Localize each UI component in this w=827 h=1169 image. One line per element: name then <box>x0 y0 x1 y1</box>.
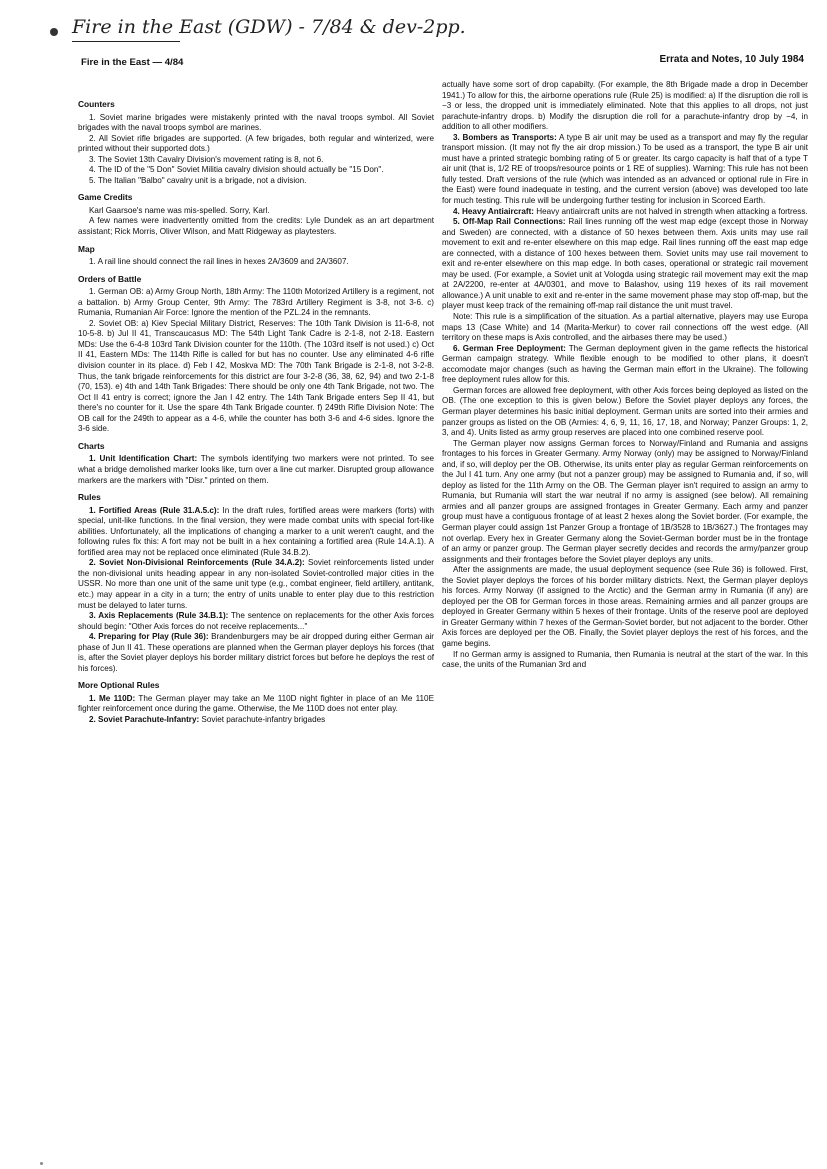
paragraph-lead: 3. Axis Replacements (Rule 34.B.1): <box>89 611 229 621</box>
heading-text: Counters <box>78 99 115 109</box>
paragraph <box>78 216 434 237</box>
section-heading <box>78 99 434 110</box>
paragraph-text: 2. All Soviet rifle brigades are supported. (A few brigades, both regular and winterized, were printed without their supported dots.) <box>78 133 434 154</box>
paragraph-text: German forces are allowed free deployment, with other Axis forces being deployed as listed on the OB. (The one exception to this is given below.) Before the Soviet player deploys any forces, the German player determines his basic initial deployment. German units are sorted into their armies and panzer groups as listed on the OB (Armies: 4, 6, 9, 11, 16, 17, 18, and Norway; Panzer Groups: 1, 2, 3, and 4). Units listed as army group reserves are placed into one combined reserve pool. <box>442 385 808 438</box>
paragraph <box>442 344 808 386</box>
paragraph-text: The German deployment given in the game reflects the historical German campaign strategy. While flexible enough to be modified to other plans, it doesn't accomodate major changes (such as having the German main effort in the Ukraine). The following free deployment rules allow for this. <box>442 343 808 385</box>
paragraph <box>442 133 808 207</box>
paragraph-text: 3. The Soviet 13th Cavalry Division's movement rating is 8, not 6. <box>89 154 324 164</box>
section-heading <box>78 192 434 203</box>
section-heading <box>78 492 434 503</box>
header-left: Fire in the East — 4/84 <box>81 57 184 68</box>
paragraph <box>78 454 434 486</box>
paragraph-text: A type B air unit may be used as a transport and may fly the regular transport mission. (It may not fly the air drop mission.) To be used as a transport, the type B air unit must have a printed strategic bombing rating of 5 or greater. Its cargo capacity is half that of a type T air unit (that is, 1/2 RE of troops/resource points or 1 RE of supplies). Warning: This rule has not been fully tested. Draft versions of the rule (which was intended as an advanced or optional rule in Fire in the East) were found inadequate in testing, and the current version (above) was developed too late for much testing. This rule will be undergoing further testing for inclusion in Scorced Earth. <box>442 132 808 206</box>
paragraph-text: After the assignments are made, the usual deployment sequence (see Rule 36) is followed. First, the Soviet player deploys the forces of his border military districts. Next, the German player deploys his forces. Army Norway (if assigned to the Arctic) and the German army in Rumania (if any) are deployed per the OB for German forces in those areas. Remaining armies and all panzer groups are deployed in Greater Germany within 5 hexes of their frontage. Units of the reserve pool are deployed in Greater Germany within 7 hexes of the German-Soviet border, but not adjacent to the border. Other Axis forces are deployed per the OB. Finally, the Soviet player deploys the rest of his forces, and the game begins. <box>442 565 808 648</box>
paragraph <box>442 439 808 566</box>
paragraph <box>442 217 808 312</box>
paragraph <box>78 632 434 674</box>
handwritten-note: Fire in the East (GDW) - 7/84 & dev-2pp. <box>72 16 466 38</box>
paragraph-text: The German player may take an Me 110D night fighter in place of an Me 110E fighter reinforcement once during the game. Otherwise, the Me 110D does not enter play. <box>78 693 434 714</box>
heading-text: Map <box>78 243 95 254</box>
punch-hole-dot <box>50 28 58 36</box>
paragraph <box>78 113 434 134</box>
paragraph-lead: 6. German Free Deployment: <box>453 343 566 353</box>
paragraph <box>442 386 808 439</box>
paragraph <box>78 134 434 155</box>
paragraph-text: Note: This rule is a simplification of the situation. As a partial alternative, players may use Europa maps 13 (Case White) and 14 (Marita-Merkur) to cover rail connections off the west edge. (All territory on these maps is Axis controlled, and the airbases there may be used.) <box>442 312 808 343</box>
paragraph <box>78 506 434 559</box>
paragraph <box>442 207 808 218</box>
paragraph-lead: 2. Soviet Non-Divisional Reinforcements (Rule 34.A.2): <box>89 558 305 568</box>
paragraph-text: Heavy antiaircraft units are not halved in strength when attacking a fortress. <box>533 206 808 216</box>
paragraph-lead: 1. Fortified Areas (Rule 31.A.5.c): <box>89 505 220 515</box>
heading-text: Game Credits <box>78 192 133 203</box>
paragraph-text: 5. The Italian "Balbo" cavalry unit is a brigade, not a division. <box>89 175 307 185</box>
paragraph <box>78 287 434 319</box>
section-heading <box>78 274 434 285</box>
paragraph <box>78 206 434 217</box>
right-column <box>442 80 808 671</box>
paragraph <box>78 176 434 187</box>
paragraph-text: 2. Soviet OB: a) Kiev Special Military District, Reserves: The 10th Tank Division is 11-6-8, not 10-5-8. b) Jul II 41, Transcaucasus MD: The 54th Light Tank Cadre is 2-1-8, not 2-18. Eastern MDs: Use the 6-4-8 103rd Tank Division counter for the 110th. (The 103rd itself is not used.) c) Oct II 41, Eastern MDs: The 114th Rifle is called for but has no counter. Use any eliminated 4-6 rifle division counter in its place. d) Feb I 42, Moskva MD: The 70th Tank Brigade is 2-1-8, not 3-2-8. Thus, the tank brigade reinforcements for this district are four 3-2-8 (36, 38, 62, 94) and two 2-1-8 (70, 153). e) 4th and 14th Tank Brigades: There should be only one 4th Tank Brigade, not two. The Oct II 41 entry is correct; ignore the Jan I 42 entry. The 14th Tank Brigade enters Sep II 41, but there's no counter for it. Use the spare 4th Tank Brigade counter. f) 249th Rifle Division Note: The OB call for the 249th to appear as a 4-6, while the counter has both 3-6 and 4-6 sides. Ignore the 3-6 side. <box>78 318 434 434</box>
paragraph-text: In the draft rules, fortified areas were markers (forts) with special, unit-like functions. In the final version, they were made combat units with special fort-like abilities. Unfortunately, all the implications of changing a marker to a unit weren't caught, and the following rules fix this: A fort may not be built in a hex containing a fortified area (Rule 14.A.1). A fortified area may not be replaced once eliminated (Rule 34.B.2). <box>78 505 434 557</box>
paragraph <box>442 80 808 133</box>
paragraph <box>78 558 434 611</box>
paragraph-text: Soviet parachute-infantry brigades <box>199 714 326 724</box>
paragraph <box>78 715 434 726</box>
heading-text: Orders of Battle <box>78 273 142 284</box>
paragraph-lead: 4. Preparing for Play (Rule 36): <box>89 632 209 642</box>
section-heading <box>78 441 434 452</box>
paragraph <box>78 257 434 268</box>
paragraph <box>78 611 434 632</box>
section-heading <box>78 244 434 255</box>
heading-text: Charts <box>78 440 105 451</box>
paragraph-text: The symbols identifying two markers were not printed. To see what a bridge demolished marker looks like, turn over a line cut marker. Disrupted group allowance markers are the markers with "Disr." printed on them. <box>78 454 434 485</box>
paragraph-text: The sentence on replacements for the other Axis forces should begin: "Other Axis forces do not receive replacements..." <box>78 611 434 631</box>
paragraph-lead: 1. Unit Identification Chart: <box>89 454 198 464</box>
header-right: Errata and Notes, 10 July 1984 <box>659 54 804 65</box>
paragraph-text: Karl Gaarsoe's name was mis-spelled. Sorry, Karl. <box>89 205 270 215</box>
paragraph-lead: 4. Heavy Antiaircraft: <box>453 206 534 216</box>
paragraph-text: 4. The ID of the "5 Don" Soviet Militia cavalry division should actually be "15 Don". <box>89 165 384 175</box>
paragraph <box>442 312 808 344</box>
paragraph <box>78 155 434 166</box>
paragraph-text: Rail lines running off the west map edge (except those in Norway and Sweden) are connected, with a distance of 50 hexes between them. Axis units may use rail movement to exit and re-enter elsewhere on this map edge. Rail lines running off the east map edge are connected, with a distance of 100 hexes between them. Soviet units may use rail movement to exit and re-enter elsewhere on this map edge. In both cases, operational or strategic rail movement may be used. (For example, a Soviet unit at Vologda using strategic rail movement may exit the map at 2A/2200, re-enter at 4A/0301, and move to Balashov, using 119 hexes of its rail movement allowance.) A unit unable to exit and re-enter in the same movement phase may stop off-map, but the player must keep track of the remaining off-map rail distance the unit must travel. <box>442 217 808 311</box>
heading-text: More Optional Rules <box>78 680 160 691</box>
paragraph <box>78 319 434 435</box>
paragraph-lead: 3. Bombers as Transports: <box>453 132 557 142</box>
left-column <box>78 93 434 726</box>
paragraph-text: 1. German OB: a) Army Group North, 18th Army: The 110th Motorized Artillery is a regiment, not a battalion. b) Army Group Center, 9th Army: The 783rd Artillery Regiment is 3-8, not 3-6. c) Rumania, Rumanian Air Force: Ignore the mention of the PZL.24 in the remnants. <box>78 287 434 318</box>
heading-text: Rules <box>78 492 101 503</box>
paragraph-lead: 1. Me 110D: <box>89 693 136 703</box>
paragraph-lead: 5. Off-Map Rail Connections: <box>453 217 566 227</box>
handwritten-underline <box>72 41 180 42</box>
paragraph-lead: 2. Soviet Parachute-Infantry: <box>89 714 200 724</box>
paragraph-text: 1. Soviet marine brigades were mistakenly printed with the naval troops symbol. All Soviet brigades with the naval troops symbol are marines. <box>78 112 434 133</box>
paragraph-text: The German player now assigns German forces to Norway/Finland and Rumania and assigns frontages to his forces in Greater Germany. Army Norway (only) may be assigned to Norway/Finland and, if so, will deploy per the OB. Otherwise, its units enter play as regular German reinforcements on the Jul I 41 turn. Any one army (but not a panzer group) may be assigned to Rumania and, if so, will deploy as listed for the 11th Army on the OB. The German player isn't required to assign an army to Rumania, but Rumania will start the war neutral if no army is assigned (see below). All remaining armies and all panzer groups are assigned frontages in Greater Germany. Each army and panzer group must have a contiguous frontage of at least 2 hexes along the Soviet border. (For example, the German player could assign 1st Panzer Group a frontage of 1B/3528 to 1B/3627.) The frontages may not overlap. Every hex in Greater Germany along the Soviet-German border must be in the frontage of an army or panzer group. The German player secretly decides and records the army/panzer group assignments and their frontages before the Soviet player deploys any units. <box>442 438 808 564</box>
paragraph-text: actually have some sort of drop capabilty. (For example, the 8th Brigade made a drop in December 1941.) To allow for this, the airborne operations rule (Rule 25) is modified: a) If the disruption die roll is −3 or less, the dropped unit is immediately eliminated. Note that this applies to all drops, not just parachute-infantry drops. b) Modify the disruption die roll for a parachute-infantry drop by −4, in addition to all other modifiers. <box>442 80 808 132</box>
paragraph <box>78 694 434 715</box>
paragraph-text: 1. A rail line should connect the rail lines in hexes 2A/3609 and 2A/3607. <box>89 257 349 267</box>
paragraph <box>442 565 808 649</box>
paragraph-text: If no German army is assigned to Rumania, then Rumania is neutral at the start of the war. In this case, the units of the Rumanian 3rd and <box>442 649 808 670</box>
paragraph-text: Soviet reinforcements listed under the non-divisional units heading appear in any non-isolated Soviet-controlled major cities in the USSR. No more than one unit of the same unit type (e.g., combat engineer, field artillery, antitank, etc.) may appear in a city in a turn; the entry of units unable to enter play due to this restriction must be delayed to later turns. <box>78 558 434 610</box>
paragraph <box>78 165 434 176</box>
paragraph-text: A few names were inadvertently omitted from the credits: Lyle Dundek as an art department assistant; Rick Morris, Oliver Wilson, and Matt Ridgeway as playtesters. <box>78 216 434 237</box>
paragraph <box>442 650 808 671</box>
paragraph-text: Brandenburgers may be air dropped during either German air phase of Jun II 41. These operations are planned when the German player deploys his forces (that is, after the Soviet player deploys his border military district forces but before he deploys the rest of his forces). <box>78 632 435 673</box>
section-heading <box>78 680 434 691</box>
paper-speck <box>40 1162 43 1165</box>
